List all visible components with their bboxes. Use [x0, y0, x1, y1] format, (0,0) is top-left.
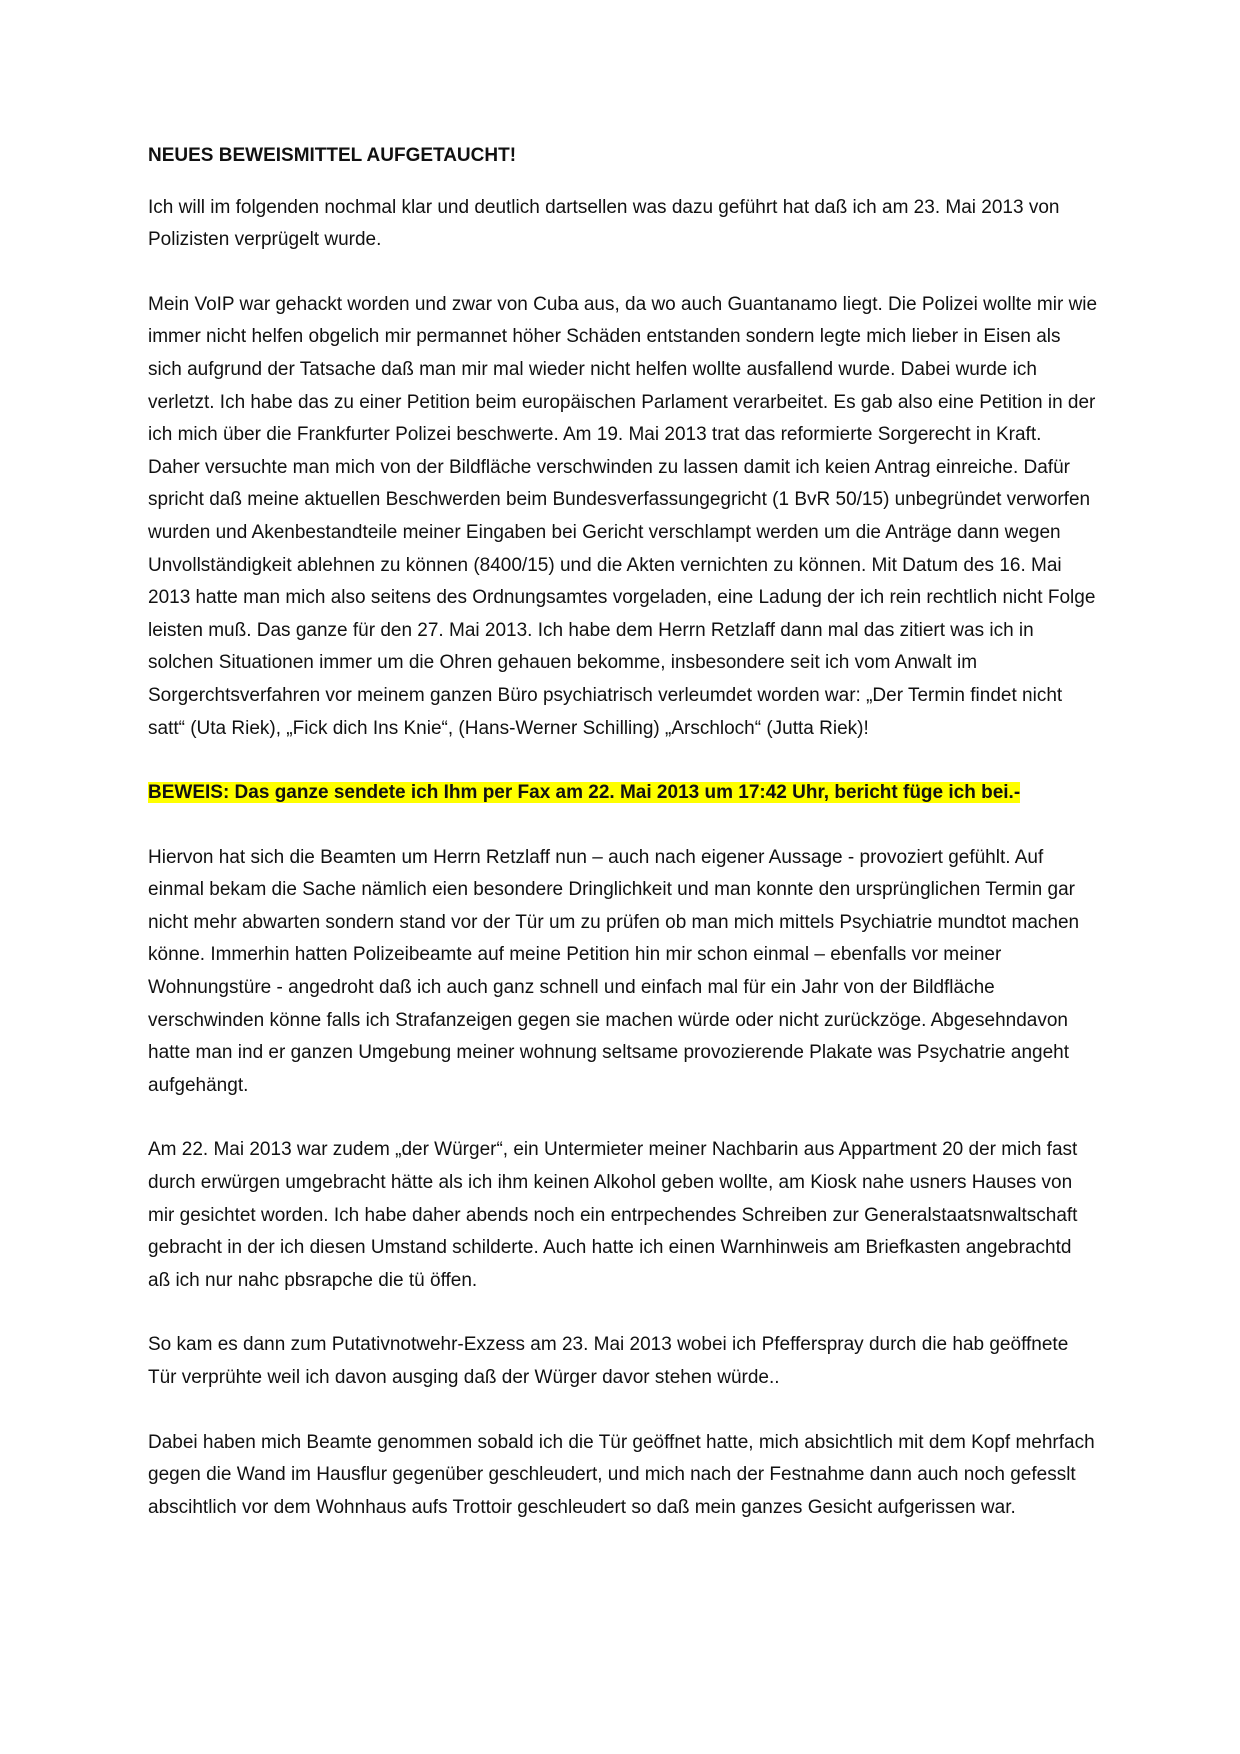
paragraph-exzess: So kam es dann zum Putativnotwehr-Exzess am 23. Mai 2013 wobei ich Pfefferspray durch die hab geöffnete Tür verprühte weil ich davon ausging daß der Würger davor stehen würde.. — [148, 1334, 1069, 1388]
evidence-highlight: BEWEIS: Das ganze sendete ich Ihm per Fax am 22. Mai 2013 um 17:42 Uhr, bericht füge ich bei.- — [148, 782, 1021, 804]
evidence-line — [148, 777, 1098, 810]
document-heading: NEUES BEWEISMITTEL AUFGETAUCHT! — [148, 145, 517, 166]
paragraph-wuerger: Am 22. Mai 2013 war zudem „der Würger“, ein Untermieter meiner Nachbarin aus Appartment 20 der mich fast durch erwürgen umgebracht hätte als ich ihm keinen Alkohol geben wollte, am Kiosk nahe usners Hauses von mir gesichtet worden. Ich habe daher abends noch ein entrpechendes Schreiben zur Generalstaatsnwaltschaft gebracht in der ich diesen Umstand schilderte. Auch hatte ich einen Warnhinweis am Briefkasten angebrachtd aß ich nur nahc pbsrapche die tü öffen. — [148, 1139, 1078, 1291]
document-page — [148, 140, 1098, 1524]
paragraph-intro: Ich will im folgenden nochmal klar und deutlich dartsellen was dazu geführt hat daß ich am 23. Mai 2013 von Polizisten verprügelt wurde. — [148, 196, 1060, 251]
paragraph-provoked: Hiervon hat sich die Beamten um Herrn Retzlaff nun – auch nach eigener Aussage - provoziert gefühlt. Auf einmal bekam die Sache nämlich eien besondere Dringlichkeit und man konnte den ursprünglichen Termin gar nicht mehr abwarten sondern stand vor der Tür um zu prüfen ob man mich mittels Psychiatrie mundtot machen könne. Immerhin hatten Polizeibeamte auf meine Petition hin mir schon einmal – ebenfalls vor meiner Wohnungstüre - angedroht daß ich auch ganz schnell und einfach mal für ein Jahr von der Bildfläche verschwinden könne falls ich Strafanzeigen gegen sie machen würde oder nicht zurückzöge. Abgesehndavon hatte man ind er ganzen Umgebung meiner wohnung seltsame provozierende Plakate was Psychatrie angeht aufgehängt. — [148, 846, 1080, 1096]
paragraph-voip: Mein VoIP war gehackt worden und zwar von Cuba aus, da wo auch Guantanamo liegt. Die Polizei wollte mir wie immer nicht helfen obgelich mir permannet höher Schäden entstanden sondern legte mich lieber in Eisen als sich aufgrund der Tatsache daß man mir mal wieder nicht helfen wollte ausfallend wurde. Dabei wurde ich verletzt. Ich habe das zu einer Petition beim europäischen Parlament verarbeitet. Es gab also eine Petition in der ich mich über die Frankfurter Polizei beschwerte. Am 19. Mai 2013 trat das reformierte Sorgerecht in Kraft. Daher versuchte man mich von der Bildfläche verschwinden zu lassen damit ich keien Antrag einreiche. Dafür spricht daß meine aktuellen Beschwerden beim Bundesverfassungegricht (1 BvR 50/15) unbegründet verworfen wurden und Akenbestandteile meiner Eingaben bei Gericht verschlampt werden um die Anträge dann wegen Unvollständigkeit ablehnen zu können (8400/15) und die Akten vernichten zu können. Mit Datum des 16. Mai 2013 hatte man mich also seitens des Ordnungsamtes vorgeladen, eine Ladung der ich rein rechtlich nicht Folge leisten muß. Das ganze für den 27. Mai 2013. Ich habe dem Herrn Retzlaff dann mal das zitiert was ich in solchen Situationen immer um die Ohren gehauen bekomme, insbesondere seit ich vom Anwalt im Sorgerchtsverfahren vor meinem ganzen Büro psychiatrisch verleumdet worden war: „Der Termin findet nicht satt“ (Uta Riek), „Fick dich Ins Knie“, (Hans-Werner Schilling) „Arschloch“ (Jutta Riek)! — [148, 293, 1098, 739]
paragraph-injury: Dabei haben mich Beamte genommen sobald ich die Tür geöffnet hatte, mich absichtlich mit dem Kopf mehrfach gegen die Wand im Hausflur gegenüber geschleudert, und mich nach der Festnahme dann auch noch gefesslt abscihtlich vor dem Wohnhaus aufs Trottoir geschleudert so daß mein ganzes Gesicht aufgerissen war. — [148, 1431, 1095, 1518]
